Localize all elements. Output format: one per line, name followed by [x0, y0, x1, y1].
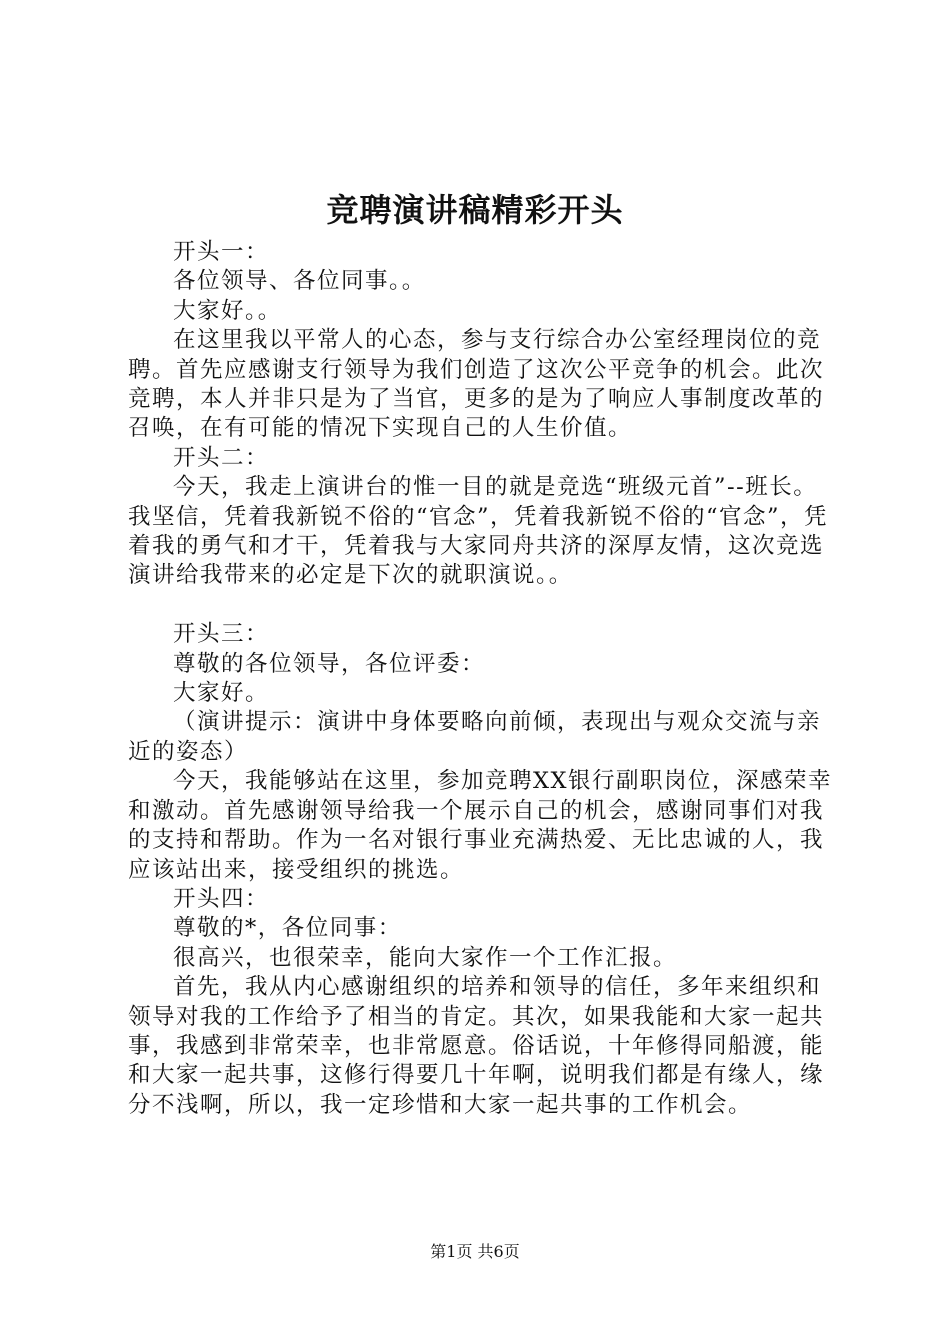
- paragraph: 大家好。。: [173, 297, 282, 324]
- paragraph: 尊敬的各位领导，各位评委：: [173, 650, 486, 677]
- paragraph: 今天，我走上演讲台的惟一目的就是竞选“班级元首”--班长。我坚信，凭着我新锐不俗的“官念”，凭着我新锐不俗的“官念”，凭着我的勇气和才干，凭着我与大家同舟共济的深厚友情，这次竞选演讲给我带来的必定是下次的就职演说。。: [128, 474, 829, 589]
- paragraph: （演讲提示：演讲中身体要略向前倾，表现出与观众交流与亲近的姿态）: [128, 709, 822, 765]
- document-body: [128, 238, 840, 1120]
- paragraph: 今天，我能够站在这里，参加竞聘XX银行副职岗位，深感荣幸和激动。首先感谢领导给我一个展示自己的机会，感谢同事们对我的支持和帮助。作为一名对银行事业充满热爱、无比忠诚的人，我应该站出来，接受组织的挑选。: [128, 768, 833, 883]
- paragraph: 开头二：: [173, 444, 270, 471]
- paragraph: 开头三：: [173, 621, 270, 648]
- paragraph: 很高兴，也很荣幸，能向大家作一个工作汇报。: [173, 944, 678, 971]
- page-footer: 第1页 共6页: [430, 1242, 520, 1261]
- paragraph: 首先，我从内心感谢组织的培养和领导的信任，多年来组织和领导对我的工作给予了相当的肯定。其次，如果我能和大家一起共事，我感到非常荣幸，也非常愿意。俗话说，十年修得同船渡，能和大家一起共事，这修行得要几十年啊，说明我们都是有缘人，缘分不浅啊，所以，我一定珍惜和大家一起共事的工作机会。: [128, 974, 825, 1118]
- page-title: 竞聘演讲稿精彩开头: [326, 191, 624, 229]
- paragraph: 尊敬的*，各位同事：: [173, 915, 402, 942]
- blank-line: [128, 591, 840, 620]
- paragraph: 在这里我以平常人的心态，参与支行综合办公室经理岗位的竞聘。首先应感谢支行领导为我们创造了这次公平竞争的机会。此次竞聘，本人并非只是为了当官，更多的是为了响应人事制度改革的召唤，在有可能的情况下实现自己的人生价值。: [128, 327, 825, 442]
- paragraph: 大家好。: [173, 680, 270, 707]
- paragraph: 开头四：: [173, 885, 270, 912]
- paragraph: 各位领导、各位同事。。: [173, 268, 426, 295]
- paragraph: 开头一：: [173, 239, 270, 265]
